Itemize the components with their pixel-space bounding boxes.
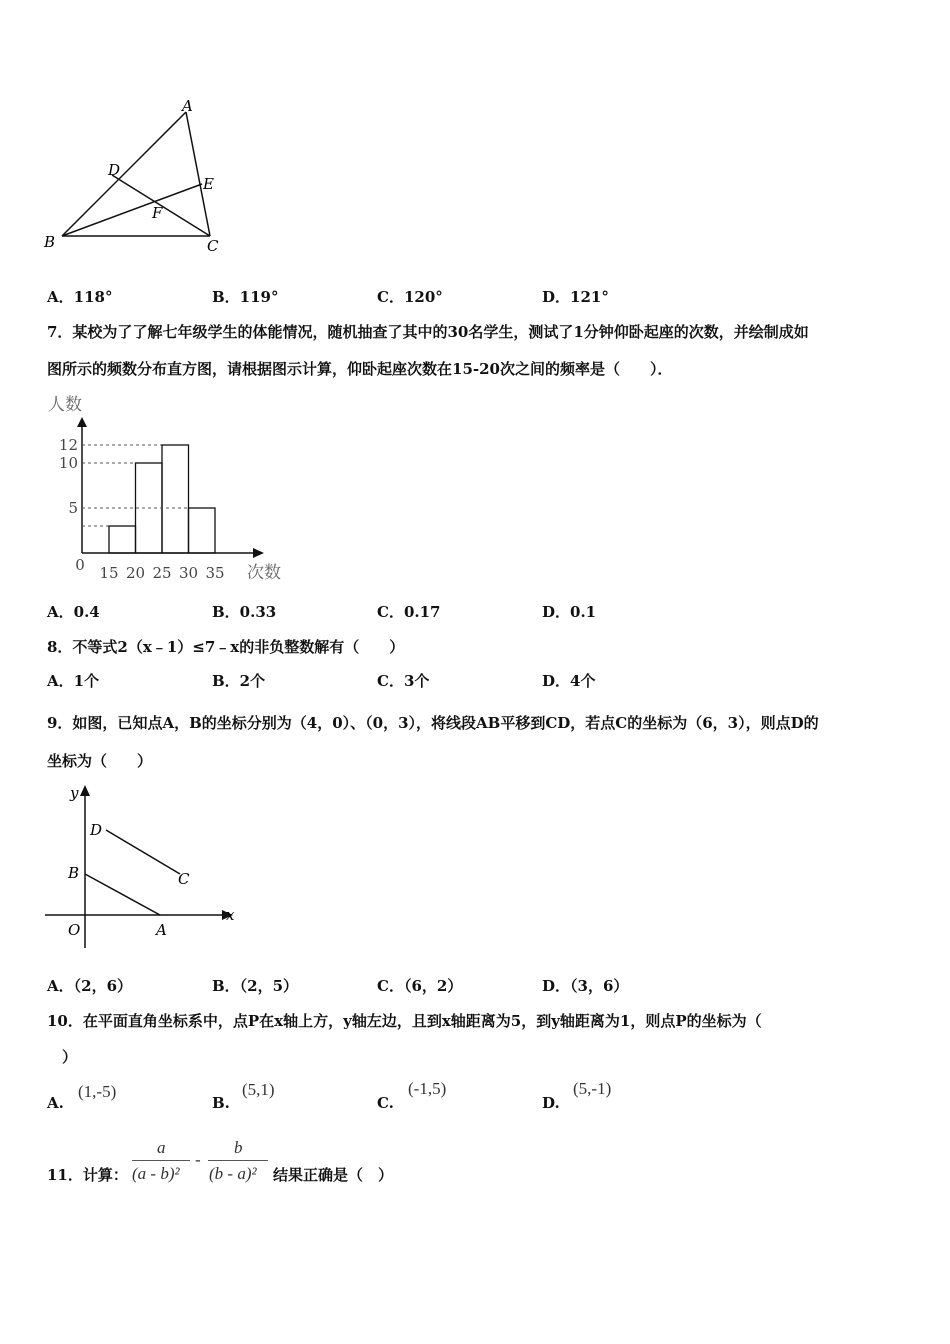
q6-option-d[interactable]: D．121° <box>542 288 609 306</box>
histogram-chart <box>40 390 300 590</box>
x-tick-label: 35 <box>205 564 225 582</box>
q9-text-line2: 坐标为（ ） <box>47 752 153 770</box>
label-C: C <box>207 237 219 255</box>
q11-numerator-2: b <box>234 1138 243 1157</box>
q6-option-c[interactable]: C．120° <box>377 288 443 306</box>
q8-option-d[interactable]: D．4个 <box>542 672 596 690</box>
label-D: D <box>108 161 121 179</box>
q10-option-d-value[interactable]: (5,-1) <box>573 1079 612 1098</box>
q8-option-c[interactable]: C．3个 <box>377 672 430 690</box>
x-tick-label: 30 <box>178 564 199 582</box>
q7-text-line1: 7．某校为了了解七年级学生的体能情况，随机抽查了其中的30名学生，测试了1分钟仰卧起座的次数，并绘制成如 <box>47 323 809 341</box>
label-E: E <box>203 175 214 193</box>
q11-prefix: 11．计算： <box>47 1166 128 1184</box>
q9-option-d[interactable]: D．（3，6） <box>542 977 629 995</box>
q9-option-b[interactable]: B．（2，5） <box>212 977 299 995</box>
q11-suffix: 结果正确是（ ） <box>273 1166 394 1184</box>
x-tick-label: 0 <box>75 556 85 574</box>
x-tick-label: 20 <box>125 564 146 582</box>
q11-minus: - <box>195 1150 201 1169</box>
label-O: O <box>68 921 81 939</box>
q11-denominator-1: (a - b)² <box>132 1164 180 1183</box>
label-D: D <box>90 821 103 839</box>
q9-text-line1: 9．如图，已知点A，B的坐标分别为（4，0）、（0，3），将线段AB平移到CD，若点C的坐标为（6，3），则点D的 <box>47 714 819 732</box>
x-tick-label: 25 <box>152 564 172 582</box>
label-y: y <box>70 784 79 802</box>
q10-text-line2: ） <box>62 1048 78 1066</box>
q6-option-b[interactable]: B．119° <box>212 288 279 306</box>
x-axis-label: 次数 <box>247 563 281 583</box>
q10-text-line1: 10．在平面直角坐标系中，点P在x轴上方，y轴左边，且到x轴距离为5，到y轴距离为1，则点P的坐标为（ <box>47 1012 762 1030</box>
y-tick-label: 10 <box>58 454 78 472</box>
q10-option-a-value[interactable]: (1,-5) <box>78 1082 117 1101</box>
label-B: B <box>68 864 80 882</box>
q7-option-a[interactable]: A．0.4 <box>47 603 100 621</box>
q10-option-b-letter[interactable]: B. <box>212 1094 230 1112</box>
fraction-bar-1 <box>132 1160 190 1161</box>
q11-denominator-2: (b - a)² <box>209 1164 257 1183</box>
histogram-bar <box>162 445 189 553</box>
q10-option-a-letter[interactable]: A. <box>47 1094 64 1112</box>
label-x: x <box>226 906 235 924</box>
histogram-bar <box>189 508 216 553</box>
q7-option-b[interactable]: B．0.33 <box>212 603 277 621</box>
q10-option-c-letter[interactable]: C. <box>377 1094 394 1112</box>
q10-option-b-value[interactable]: (5,1) <box>242 1080 275 1099</box>
label-F: F <box>152 204 163 222</box>
y-axis-label: 人数 <box>48 395 82 415</box>
label-A: A <box>156 921 167 939</box>
triangle-figure <box>40 95 240 260</box>
q7-option-c[interactable]: C．0.17 <box>377 603 441 621</box>
q9-option-c[interactable]: C．（6，2） <box>377 977 463 995</box>
label-C: C <box>178 870 190 888</box>
q9-option-a[interactable]: A．（2，6） <box>47 977 133 995</box>
q7-option-d[interactable]: D．0.1 <box>542 603 597 621</box>
label-A: A <box>182 97 193 115</box>
histogram-bar <box>109 526 136 553</box>
y-tick-label: 5 <box>68 499 78 517</box>
coordinate-figure <box>40 782 240 952</box>
x-tick-label: 15 <box>99 564 119 582</box>
q10-option-c-value[interactable]: (-1,5) <box>408 1079 447 1098</box>
q8-option-a[interactable]: A．1个 <box>47 672 100 690</box>
q8-text: 8．不等式2（x﹣1）≤7﹣x的非负整数解有（ ） <box>47 638 405 656</box>
label-B: B <box>44 233 56 251</box>
q7-text-line2: 图所示的频数分布直方图，请根据图示计算，仰卧起座次数在15-20次之间的频率是（ ）． <box>47 360 673 378</box>
y-tick-label: 12 <box>58 436 78 454</box>
q6-option-a[interactable]: A．118° <box>47 288 113 306</box>
q11-numerator-1: a <box>157 1138 166 1157</box>
fraction-bar-2 <box>208 1160 268 1161</box>
q8-option-b[interactable]: B．2个 <box>212 672 266 690</box>
q10-option-d-letter[interactable]: D. <box>542 1094 560 1112</box>
